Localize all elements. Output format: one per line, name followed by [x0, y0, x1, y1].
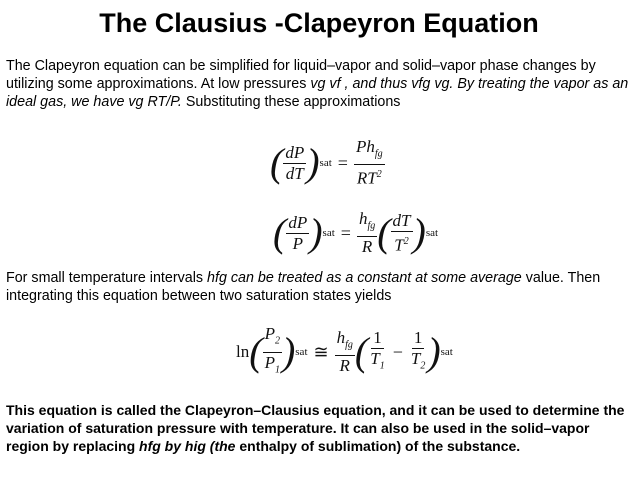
equals-sign: =	[340, 222, 351, 243]
numerator: 1	[413, 327, 423, 347]
integration-text-end: value. Then integrating this equation between two saturation states yields	[6, 270, 601, 304]
intro-italic-text: vg vf , and thus vfg vg. By treating the vapor as an ideal gas, we have vg RT/P.	[6, 76, 629, 110]
numerator: 1	[373, 327, 382, 347]
sat-subscript: sat	[322, 227, 335, 239]
denominator: R	[361, 237, 373, 257]
denominator: $T^2$	[394, 235, 409, 255]
numerator: $P_2$	[263, 324, 282, 352]
fraction-dP-P	[286, 213, 309, 254]
paren-right: )	[412, 210, 426, 255]
intro-text-end: Substituting these approximations	[181, 94, 401, 110]
fraction-Phfg-RT2	[354, 137, 385, 189]
denominator: $RT^2$	[356, 169, 382, 189]
integration-italic-text: hfg can be treated as a constant at some average	[207, 270, 522, 286]
paren-right: )	[427, 329, 441, 374]
denominator: $T_2$	[410, 348, 426, 372]
sat-subscript: sat	[425, 227, 439, 239]
numerator: $Ph_{fg}$	[354, 137, 385, 165]
numerator: $h_{fg}$	[335, 328, 355, 356]
fraction-1-T1	[368, 328, 386, 376]
slide-title: The Clausius -Clapeyron Equation	[99, 8, 539, 38]
sat-subscript: sat	[440, 346, 453, 358]
paren-right: )	[309, 210, 323, 255]
fraction-dT-T2	[391, 211, 413, 256]
equals-sign: =	[337, 152, 348, 173]
denominator: $T_1$	[370, 348, 385, 372]
ln-operator: ln	[236, 342, 250, 361]
fraction-hfg-R	[335, 328, 355, 376]
paren-left: (	[354, 329, 369, 374]
equation-2	[273, 205, 443, 261]
approx-equals-sign: ≅	[313, 341, 329, 362]
paren-right: )	[281, 329, 296, 374]
intro-text: The Clapeyron equation can be simplified for liquid–vapor and solid–vapor phase changes by utilizing some approximations. At low pressures	[6, 58, 596, 92]
denominator: R	[339, 356, 350, 376]
numerator: dP	[288, 212, 308, 232]
equation-1	[270, 138, 410, 188]
paren-left: (	[270, 140, 284, 185]
minus-sign: −	[392, 341, 403, 362]
equation-3	[236, 322, 453, 382]
numerator: dP	[285, 142, 305, 162]
paren-left: (	[273, 210, 287, 255]
paren-left: (	[377, 210, 391, 255]
fraction-hfg-R	[357, 209, 377, 257]
denominator: P	[292, 233, 303, 253]
conclusion-text-end: enthalpy of sublimation) of the substance.	[235, 438, 521, 454]
denominator: $P_1$	[264, 352, 280, 375]
fraction-dP-dT	[283, 143, 306, 184]
denominator: dT	[285, 163, 304, 183]
conclusion-italic-text: hfg by hig (the	[139, 438, 236, 454]
numerator: $h_{fg}$	[357, 209, 377, 237]
conclusion-paragraph	[6, 401, 632, 455]
intro-paragraph	[6, 57, 632, 111]
integration-paragraph	[6, 269, 632, 305]
conclusion-text: This equation is called the Clapeyron–Clausius equation, and it can be used to determine the variation of saturation pressure with temperature. It can also be used in the solid–vapor region by replacing	[6, 402, 625, 454]
fraction-P2-P1	[263, 324, 282, 380]
paren-right: )	[306, 140, 320, 185]
sat-subscript: sat	[319, 157, 332, 169]
numerator: dT	[392, 210, 411, 230]
paren-left: (	[249, 329, 263, 374]
sat-subscript: sat	[295, 346, 308, 358]
fraction-1-T2	[409, 328, 427, 376]
integration-text: For small temperature intervals	[6, 270, 208, 286]
